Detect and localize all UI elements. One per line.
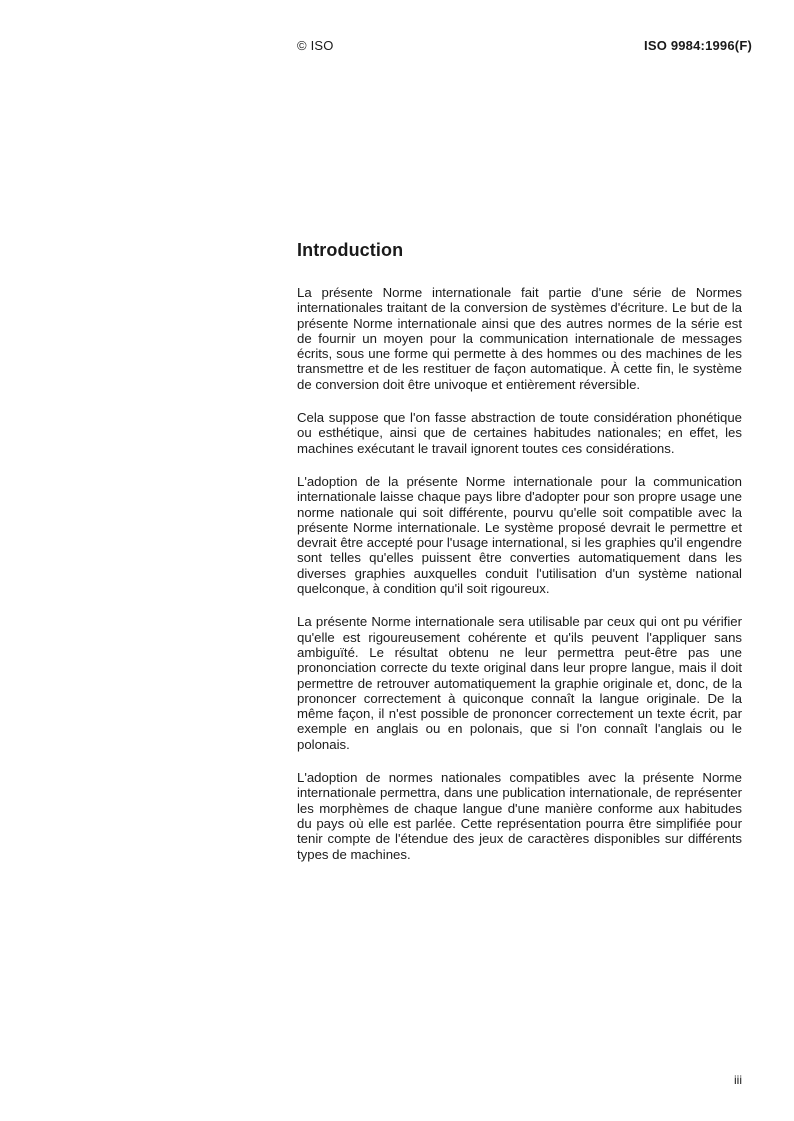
copyright-notice: © ISO: [297, 38, 334, 53]
body-text: [297, 285, 742, 880]
paragraph: L'adoption de la présente Norme internationale pour la communication internationale laisse chaque pays libre d'adopter pour son propre usage une norme nationale qui soit différente, pourvu qu'elle soit compatible avec la présente Norme internationale. Le système proposé devrait le permettre et devrait être accepté pour l'usage international, si les graphies qu'il engendre sont telles qu'elles puissent être converties automatiquement dans les diverses graphies auxquelles conduit l'utilisation d'un système national quelconque, à condition qu'il soit rigoureux.: [297, 473, 742, 597]
paragraph: Cela suppose que l'on fasse abstraction de toute considération phonétique ou esthétique, ainsi que de certaines habitudes nationales; en effet, les machines exécutant le travail ignorent toutes ces considérations.: [297, 410, 742, 456]
paragraph: La présente Norme internationale fait partie d'une série de Normes internationales traitant de la conversion de systèmes d'écriture. Le but de la présente Norme internationale ainsi que des autres normes de la série est de fournir un moyen pour la communication internationale de messages écrits, sous une forme qui permette à des hommes ou des machines de les transmettre et de les restituer de façon automatique. À cette fin, le système de conversion doit être univoque et entièrement réversible.: [297, 285, 742, 392]
standard-id: ISO 9984:1996(F): [644, 38, 752, 53]
paragraph: La présente Norme internationale sera utilisable par ceux qui ont pu vérifier qu'elle est rigoureusement cohérente et qu'ils peuvent l'appliquer sans ambiguïté. Le résultat obtenu ne leur permettra peut-être pas une prononciation correcte du texte original dans leur propre langue, mais il doit permettre de retrouver automatiquement la graphie originale et, donc, de la prononcer correctement à quiconque connaît la langue originale. De la même façon, il n'est possible de prononcer correctement un texte écrit, par exemple en anglais ou en polonais, que si l'on connaît l'anglais ou le polonais.: [297, 614, 742, 752]
paragraph: L'adoption de normes nationales compatibles avec la présente Norme internationale permettra, dans une publication internationale, de représenter les morphèmes de chaque langue d'une manière conforme aux habitudes du pays où elle est parlée. Cette représentation pourra être simplifiée pour tenir compte de l'étendue des jeux de caractères disponibles sur différents types de machines.: [297, 770, 742, 862]
page-title: Introduction: [297, 240, 404, 260]
page-number: iii: [734, 1073, 742, 1087]
